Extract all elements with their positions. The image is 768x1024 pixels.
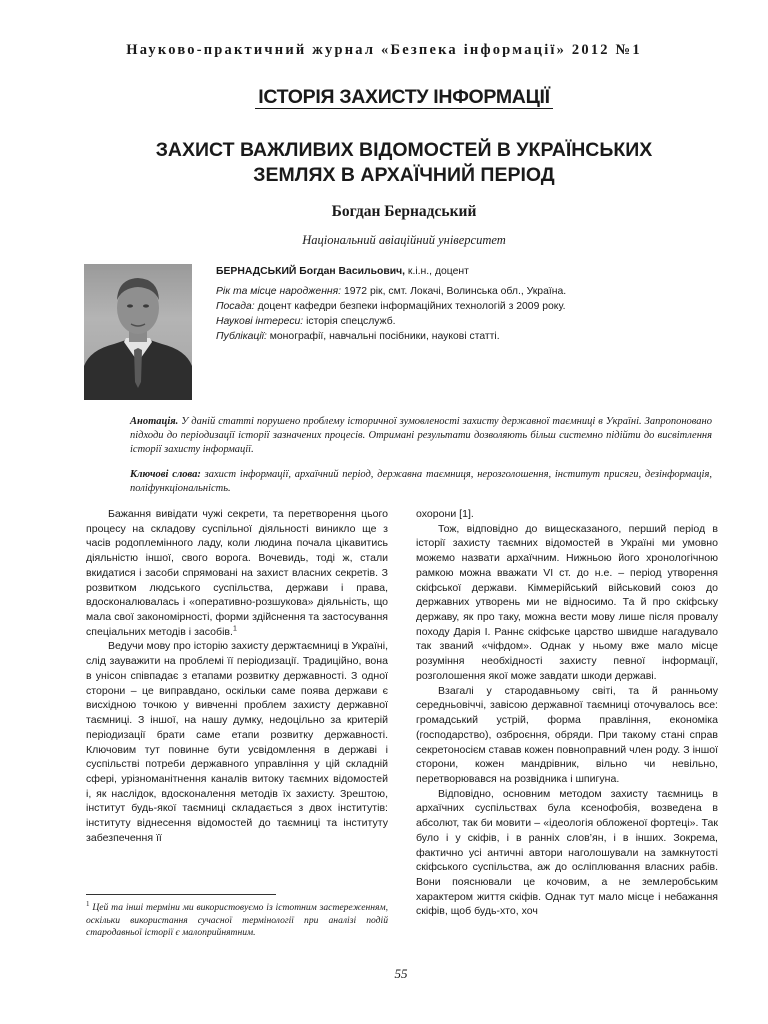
footnote-text: Цей та інші терміни ми використовуємо із істотним застереженням, оскільки використання сучасної термінології при аналізі подій стародавньої історії є малоприйнятним. (86, 902, 388, 939)
bio-position-label: Посада: (216, 301, 255, 312)
body-paragraph: Тож, відповідно до вищесказаного, перший період в історії захисту таємних відомостей в Україні ми умовно можемо назвати архаїчним. Нижньою його хронологічною рамкою можна вважати VI ст. до н.е. – період утворення скіфської держави. Кіммерійський військовий союз до державних утворень ми не відносимо. Та й про скіфську державу, як про таку, можна вести мову лише після провалу походу Дарія І. Раннє скіфське царство швидше нагадувало так званий «чіфдом». Однак у ньому вже мало місце розуміння необхідності захисту певної інформації, розголошення якої може завдати шкоди державі. (416, 522, 718, 682)
bio-position-value: доцент кафедри безпеки інформаційних технологій з 2009 року. (254, 301, 566, 312)
bio-interests-value: історія спецслужб. (303, 316, 396, 327)
annotation (130, 415, 712, 457)
body-column-left (86, 507, 388, 846)
body-paragraph: Взагалі у стародавньому світі, та й ранньому середньовіччі, завісою державної таємниці оточувалось все: громадський устрій, форма правління, економіка (господарство), озброєння, обряди. При такому стані справ секретоносієм ставав кожен повноправний член роду. З іншої сторони, кожен мандрівник, вільно чи невільно, перетворювався на розвідника і шпигуна. (416, 684, 718, 785)
section-title (0, 86, 768, 109)
bio-publications-label: Публікації: (216, 331, 267, 342)
body-column-right (416, 507, 718, 919)
bio-birth-label: Рік та місце народження: (216, 286, 342, 297)
bio-degree: к.і.н., доцент (405, 266, 469, 277)
body-paragraph-text: Бажання вивідати чужі секрети, та перетворення цього процесу на складову суспільної діяльності виникло ще з часів родоплемінного ладу, коли людина почала цікавитись діяльністю іншої, свого ворога. Вочевидь, тоді ж, стали вкидатися і засоби спрямовані на захист власних секретів. З розвитком людського суспільства, держави і права, вдосконалювалась і «оперативно-розшукова» діяльність, що мала свої закономірності, форми здійснення та застосування спеціальних методів і засобів. (86, 508, 388, 638)
article-title-line-1: ЗАХИСТ ВАЖЛИВИХ ВІДОМОСТЕЙ В УКРАЇНСЬКИХ (155, 139, 653, 161)
keywords-text: захист інформації, архаїчний період, державна таємниця, нерозголошення, інститут присяги, дезінформація, поліфункціональність. (130, 469, 712, 494)
author-portrait-icon (84, 264, 192, 400)
page-number: 55 (394, 966, 408, 981)
keywords (130, 468, 712, 496)
bio-birth-value: 1972 рік, смт. Локачі, Волинська обл., Україна. (341, 286, 567, 297)
journal-header: Науково-практичний журнал «Безпека інформації» 2012 №1 (126, 42, 642, 58)
bio-position (216, 299, 736, 314)
annotation-text: У даній статті порушено проблему історичної зумовленості захисту державної таємниці в Україні. Запропоновано підходи до періодизації історії зазначених процесів. Отримані результати дозволяють більш системно підійти до висвітлення історії захисту інформації. (130, 416, 712, 455)
annotation-label: Анотація. (130, 416, 179, 427)
author-photo (84, 264, 192, 400)
body-paragraph: охорони [1]. (416, 508, 474, 520)
bio-interests (216, 314, 736, 329)
footnote-ref: 1 (232, 625, 237, 633)
footnote-divider (86, 894, 276, 895)
bio-name-line (216, 264, 736, 279)
author-name: Богдан Бернадський (331, 203, 477, 220)
footnote-marker: 1 (86, 899, 90, 908)
body-paragraph: Ведучи мову про історію захисту держтаємниці в Україні, слід зауважити на проблемі її періодизації. Традиційно, вона в унісон співпадає з етапами розвитку державності. З одної сторони – це виправдано, оскільки саме поява держави є висхідною точкою у вивченні проблем захисту державної таємниці. З іншої, на нашу думку, недоцільно за критерій періодизації брати саме етапи розвитку державності. Ключовим тут повинне бути усвідомлення в державі і суспільстві потреби державного управління у цій складній сфері, урізноманітнення каналів витоку таємних відомостей і, як наслідок, вдосконалення методів їх захисту. Зрештою, інститут будь-якої таємниці складається з двох інститутів: інституту віднесення відомостей до таємниці та інституту забезпечення її (86, 640, 388, 844)
body-paragraph: Відповідно, основним методом захисту таємниць в архаїчних суспільствах була ксенофобія, возведена в абсолют, так би мовити – «ідеологія обложеної фортеці». Так було і у скіфів, і в ранніх слов’ян, і в інших. Зокрема, фактично усі античні автори наголошували на замкнутості скіфського суспільства, аж до осліплювання власних рабів. Вони пояснювали це кочовим, а не землеробським характером життя скіфів. Однак тут мало місце і небажання скіфів, щоб будь-хто, хоч (416, 787, 718, 918)
bio-publications (216, 329, 736, 344)
article-title (0, 138, 768, 188)
section-title-text: ІСТОРІЯ ЗАХИСТУ ІНФОРМАЦІЇ (255, 86, 552, 109)
body-paragraph (86, 507, 388, 639)
keywords-label: Ключові слова: (130, 469, 201, 480)
author-affiliation: Національний авіаційний університет (302, 233, 506, 247)
bio-interests-label: Наукові інтереси: (216, 316, 304, 327)
bio-name: БЕРНАДСЬКИЙ Богдан Васильович, (216, 266, 406, 277)
bio-birth (216, 284, 736, 299)
bio-publications-value: монографії, навчальні посібники, наукові статті. (266, 331, 500, 342)
article-title-line-2: ЗЕМЛЯХ В АРХАЇЧНИЙ ПЕРІОД (253, 164, 555, 186)
author-bio (216, 264, 736, 344)
footnote (86, 899, 388, 940)
